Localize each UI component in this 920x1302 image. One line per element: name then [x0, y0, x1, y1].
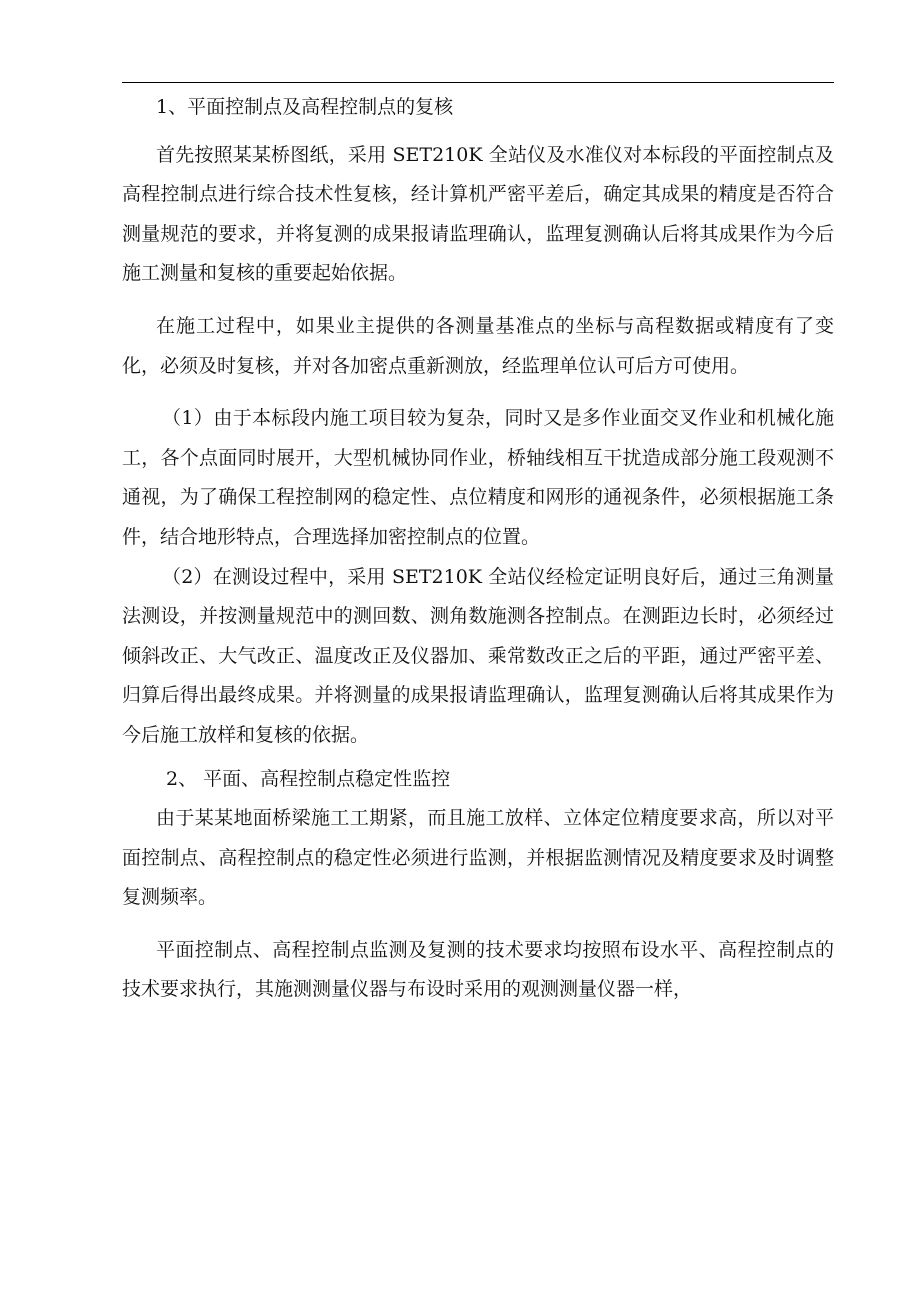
paragraph-6: 平面控制点、高程控制点监测及复测的技术要求均按照布设水平、高程控制点的技术要求执行，其施测测量仪器与布设时采用的观测测量仪器一样，	[122, 938, 834, 1001]
document-page	[122, 88, 834, 1010]
section-heading-2: 2、 平面、高程控制点稳定性监控	[166, 767, 451, 790]
paragraph-5: 由于某某地面桥梁施工工期紧，而且施工放样、立体定位精度要求高，所以对平面控制点、高程控制点的稳定性必须进行监测，并根据监测情况及精度要求及时调整复测频率。	[122, 807, 834, 909]
section-heading-1: 1、平面控制点及高程控制点的复核	[156, 96, 454, 118]
paragraph-3: （1）由于本标段内施工项目较为复杂，同时又是多作业面交叉作业和机械化施工，各个点面同时展开，大型机械协同作业，桥轴线相互干扰造成部分施工段观测不通视，为了确保工程控制网的稳定性、点位精度和网形的通视条件，必须根据施工条件，结合地形特点，合理选择加密控制点的位置。	[122, 407, 834, 548]
paragraph-4: （2）在测设过程中，采用 SET210K 全站仪经检定证明良好后，通过三角测量法测设，并按测量规范中的测回数、测角数施测各控制点。在测距边长时，必须经过倾斜改正、大气改正、温度改正及仪器加、乘常数改正之后的平距，通过严密平差、归算后得出最终成果。并将测量的成果报请监理确认，监理复测确认后将其成果作为今后施工放样和复核的依据。	[122, 565, 834, 746]
paragraph-2: 在施工过程中，如果业主提供的各测量基准点的坐标与高程数据或精度有了变化，必须及时复核，并对各加密点重新测放，经监理单位认可后方可使用。	[122, 314, 834, 377]
paragraph-1: 首先按照某某桥图纸，采用 SET210K 全站仪及水准仪对本标段的平面控制点及高程控制点进行综合技术性复核，经计算机严密平差后，确定其成果的精度是否符合测量规范的要求，并将复测的成果报请监理确认，监理复测确认后将其成果作为今后施工测量和复核的重要起始依据。	[122, 143, 834, 285]
header-rule	[122, 82, 834, 83]
